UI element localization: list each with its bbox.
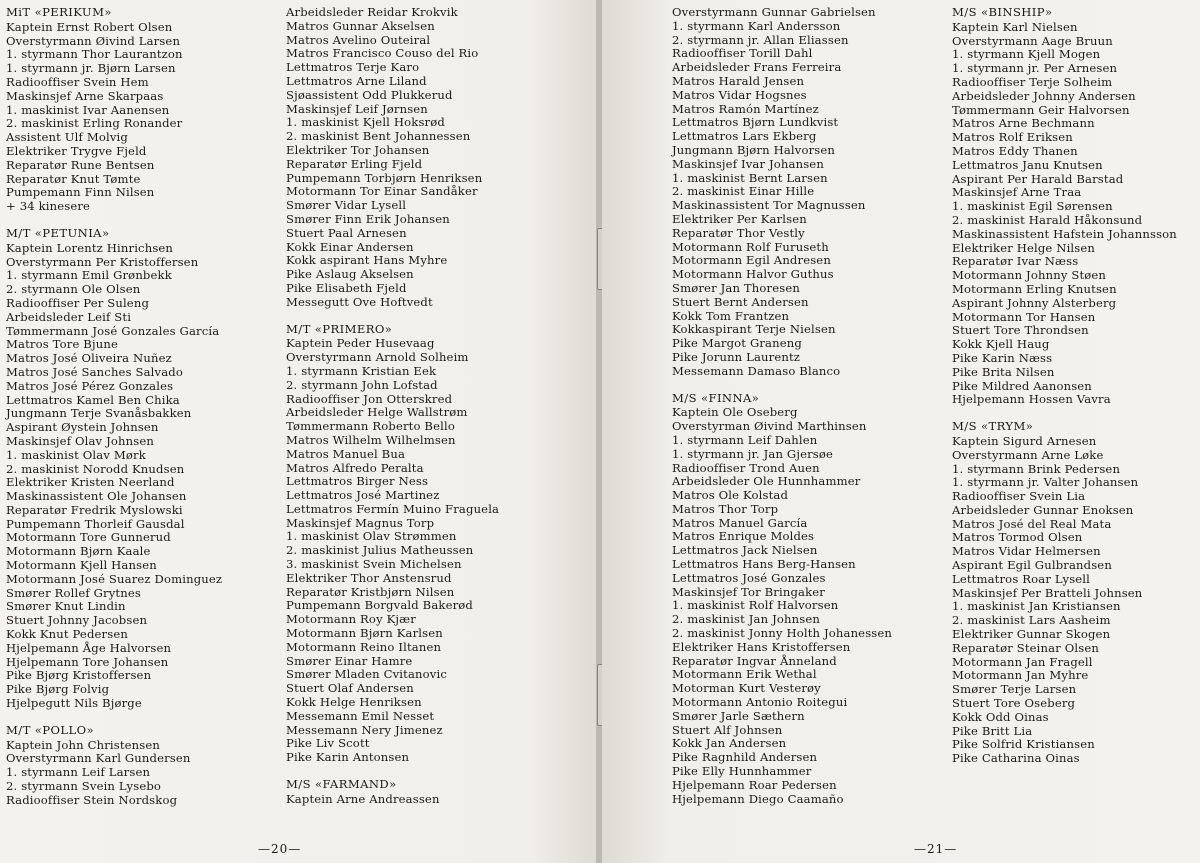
crew-entry: Radiooffiser Per Suleng: [6, 295, 150, 310]
crew-entry: Aspirant Øystein Johnsen: [6, 420, 159, 435]
crew-entry: Smører Rollef Grytnes: [6, 585, 141, 600]
crew-entry: Radiooffiser Terje Solheim: [952, 74, 1113, 89]
crew-entry: Maskinsjef Ivar Johansen: [672, 156, 824, 171]
crew-entry: Aspirant Johnny Alsterberg: [952, 295, 1117, 310]
crew-entry: Stuert Paal Arnesen: [286, 225, 407, 240]
crew-entry: Reparatør Kristbjørn Nilsen: [286, 584, 455, 599]
crew-entry: Lettmatros Fermín Muino Fraguela: [286, 501, 500, 516]
crew-entry: Maskinsjef Leif Jørnsen: [286, 101, 428, 116]
crew-entry: 1. styrmann Leif Larsen: [6, 765, 151, 780]
crew-entry: Matros Thor Torp: [672, 501, 779, 516]
crew-list-block: [672, 392, 962, 807]
crew-entry: Kokk Einar Andersen: [286, 239, 414, 254]
crew-entry: Overstyrmann Gunnar Gabrielsen: [672, 5, 876, 19]
crew-entry: Maskinsjef Olav Johnsen: [6, 433, 154, 448]
crew-entry: Smører Mladen Cvitanovic: [286, 667, 447, 682]
ship-heading: M/S «FINNA»: [672, 390, 760, 405]
crew-entry: Hjelpemann Roar Pedersen: [672, 777, 837, 792]
crew-entry: 1. maskinist Olav Mørk: [6, 447, 146, 462]
crew-entry: Messegutt Ove Hoftvedt: [286, 294, 433, 309]
crew-entry: Motormann Erling Knutsen: [952, 281, 1117, 296]
crew-entry: 1. styrmann Emil Grønbekk: [6, 268, 172, 283]
page-right: [602, 0, 1200, 863]
crew-entry: Maskinsjef Arne Skarpaas: [6, 88, 164, 103]
column: [952, 6, 1200, 779]
crew-entry: Sjøassistent Odd Plukkerud: [286, 87, 453, 102]
crew-entry: Hjelpemann Hossen Vavra: [952, 392, 1111, 407]
crew-entry: 2. maskinist Harald Håkonsund: [952, 212, 1143, 227]
ship-heading: M/S «TRYM»: [952, 419, 1034, 434]
crew-entry: Tømmermann Geir Halvorsen: [952, 102, 1130, 117]
crew-entry: Pike Karin Næss: [952, 350, 1053, 365]
crew-entry: Messemann Emil Nesset: [286, 708, 435, 723]
crew-entry: Lettmatros Arne Liland: [286, 73, 427, 88]
crew-entry: Matros Eddy Thanen: [952, 143, 1078, 158]
crew-entry: Radiooffiser Trond Auen: [672, 460, 820, 475]
crew-entry: Pike Jorunn Laurentz: [672, 349, 801, 364]
crew-entry: Lettmatros Terje Karo: [286, 60, 420, 75]
crew-entry: Radiooffiser Jon Otterskred: [286, 391, 453, 406]
crew-entry: 1. styrmann Kjell Mogen: [952, 47, 1101, 62]
crew-entry: Elektriker Kristen Neerland: [6, 475, 175, 490]
crew-entry: Matros Ramón Martínez: [672, 101, 819, 116]
crew-entry: Arbeidsleder Reidar Krokvik: [286, 5, 458, 19]
crew-list-block: [952, 6, 1200, 407]
crew-entry: Arbeidsleder Ole Hunnhammer: [672, 474, 861, 489]
crew-entry: Hjelpemann Åge Halvorsen: [6, 640, 172, 655]
crew-entry: Kaptein Arne Andreassen: [286, 791, 440, 806]
crew-entry: Matros Francisco Couso del Rio: [286, 46, 479, 61]
crew-entry: Reparatør Knut Tømte: [6, 171, 141, 186]
crew-entry: Radiooffiser Svein Lia: [952, 489, 1086, 504]
crew-entry: Smører Finn Erik Johansen: [286, 211, 450, 226]
crew-entry: Kaptein Sigurd Arnesen: [952, 433, 1097, 448]
crew-entry: 3. maskinist Svein Michelsen: [286, 557, 462, 572]
page-number: —21—: [914, 842, 958, 856]
crew-entry: Stuert Olaf Andersen: [286, 681, 414, 696]
crew-entry: 1. maskinist Jan Kristiansen: [952, 599, 1121, 614]
crew-entry: Elektriker Trygve Fjeld: [6, 143, 147, 158]
crew-entry: Lettmatros Lars Ekberg: [672, 129, 817, 144]
crew-entry: Kokk Helge Henriksen: [286, 695, 422, 710]
crew-entry: Aspirant Egil Gulbrandsen: [952, 558, 1112, 573]
crew-entry: Messemann Damaso Blanco: [672, 363, 841, 378]
crew-list-block: [286, 6, 576, 310]
ship-heading: M/T «PETUNIA»: [6, 225, 110, 240]
crew-entry: Matros Tormod Olsen: [952, 530, 1083, 545]
crew-entry: 2. maskinist Jonny Holth Johanessen: [672, 626, 893, 641]
crew-entry: Elektriker Per Karlsen: [672, 211, 807, 226]
crew-entry: Jungmann Terje Svanåsbakken: [6, 406, 192, 421]
crew-entry: Pike Mildred Aanonsen: [952, 378, 1092, 393]
crew-entry: 1. maskinist Bernt Larsen: [672, 170, 828, 185]
crew-list-block: [286, 778, 576, 807]
crew-entry: Lettmatros Jack Nielsen: [672, 543, 818, 558]
crew-entry: Matros Tore Bjune: [6, 337, 118, 352]
crew-entry: Maskinassistent Ole Johansen: [6, 489, 187, 504]
crew-entry: Pike Karin Antonsen: [286, 750, 410, 765]
crew-entry: Elektriker Thor Anstensrud: [286, 570, 452, 585]
crew-entry: 1. styrmann Thor Laurantzon: [6, 47, 183, 62]
crew-entry: Maskinsjef Tor Bringaker: [672, 584, 825, 599]
crew-entry: Smører Terje Larsen: [952, 682, 1077, 697]
crew-entry: + 34 kinesere: [6, 199, 91, 214]
crew-entry: Matros Harald Jensen: [672, 73, 805, 88]
crew-entry: Radiooffiser Svein Hem: [6, 74, 149, 89]
crew-entry: Kokk Tom Frantzen: [672, 308, 790, 323]
crew-entry: Pike Solfrid Kristiansen: [952, 737, 1095, 752]
crew-entry: Motormann Tore Gunnerud: [6, 530, 171, 545]
crew-entry: 1. styrmann Karl Andersson: [672, 18, 841, 33]
ship-heading: MiT «PERIKUM»: [6, 5, 112, 19]
crew-entry: Matros José Sanches Salvado: [6, 364, 183, 379]
crew-entry: Pumpemann Finn Nilsen: [6, 185, 155, 200]
crew-entry: Matros Arne Bechmann: [952, 116, 1095, 131]
crew-list-block: [6, 724, 296, 808]
crew-entry: Motormann Jan Fragell: [952, 654, 1093, 669]
crew-entry: Kokk Jan Andersen: [672, 736, 787, 751]
crew-entry: 2. maskinist Bent Johannessen: [286, 129, 471, 144]
crew-entry: Motormann Tor Hansen: [952, 309, 1096, 324]
crew-entry: Motormann Bjørn Karlsen: [286, 626, 443, 641]
crew-entry: Stuert Alf Johnsen: [672, 722, 783, 737]
crew-entry: 2. maskinist Lars Aasheim: [952, 613, 1111, 628]
crew-entry: Arbeidsleder Helge Wallstrøm: [286, 405, 468, 420]
crew-entry: Motormann Antonio Roitegui: [672, 695, 848, 710]
crew-entry: Lettmatros Bjørn Lundkvist: [672, 115, 839, 130]
crew-entry: Radiooffiser Stein Nordskog: [6, 792, 178, 807]
crew-entry: Lettmatros Hans Berg-Hansen: [672, 557, 856, 572]
crew-entry: Elektriker Helge Nilsen: [952, 240, 1096, 255]
crew-list-block: [286, 323, 576, 766]
crew-entry: Matros Manuel Bua: [286, 446, 406, 461]
crew-entry: Jungmann Bjørn Halvorsen: [672, 142, 835, 157]
crew-entry: 1. maskinist Rolf Halvorsen: [672, 598, 839, 613]
ship-heading: M/T «PRIMERO»: [286, 321, 393, 336]
crew-entry: Matros Enrique Moldes: [672, 529, 815, 544]
crew-entry: Stuert Tore Oseberg: [952, 696, 1076, 711]
crew-entry: Elektriker Hans Kristoffersen: [672, 639, 851, 654]
crew-entry: 1. maskinist Egil Sørensen: [952, 199, 1113, 214]
crew-entry: Overstyrmann Karl Gundersen: [6, 751, 191, 766]
crew-entry: Pike Margot Graneng: [672, 336, 802, 351]
crew-list-block: [6, 227, 296, 711]
crew-entry: Arbeidsleder Johnny Andersen: [952, 88, 1136, 103]
crew-entry: Matros José Pérez Gonzales: [6, 378, 174, 393]
crew-entry: Arbeidsleder Gunnar Enoksen: [952, 502, 1134, 517]
crew-entry: Pike Elisabeth Fjeld: [286, 280, 407, 295]
crew-entry: Matros Vidar Helmersen: [952, 544, 1101, 559]
crew-entry: Matros Vidar Hogsnes: [672, 87, 807, 102]
crew-entry: 2. styrmann Svein Lysebo: [6, 779, 162, 794]
crew-entry: Hjelpegutt Nils Bjørge: [6, 696, 142, 711]
column: [286, 6, 576, 820]
crew-entry: Lettmatros Roar Lysell: [952, 571, 1091, 586]
crew-entry: Reparatør Thor Vestly: [672, 225, 805, 240]
crew-list-block: [952, 420, 1200, 766]
crew-entry: Hjelpemann Diego Caamaño: [672, 791, 844, 806]
crew-entry: Motormann Egil Andresen: [672, 253, 831, 268]
crew-entry: Maskinsjef Per Bratteli Johnsen: [952, 585, 1143, 600]
crew-entry: Matros Wilhelm Wilhelmsen: [286, 432, 456, 447]
crew-entry: Kokk Knut Pedersen: [6, 627, 128, 642]
crew-entry: Matros Ole Kolstad: [672, 488, 789, 503]
ship-heading: M/S «BINSHIP»: [952, 5, 1053, 19]
crew-entry: 2. styrmann jr. Allan Eliassen: [672, 32, 849, 47]
crew-entry: Matros Alfredo Peralta: [286, 460, 424, 475]
crew-entry: Lettmatros José Martinez: [286, 488, 440, 503]
crew-entry: 1. maskinist Ivar Aanensen: [6, 102, 170, 117]
crew-entry: Overstyrman Øivind Marthinsen: [672, 419, 867, 434]
crew-entry: Kaptein Peder Husevaag: [286, 336, 435, 351]
crew-entry: Reparatør Steinar Olsen: [952, 640, 1099, 655]
crew-entry: Lettmatros Kamel Ben Chika: [6, 392, 180, 407]
crew-entry: Hjelpemann Tore Johansen: [6, 654, 169, 669]
crew-entry: Maskinassistent Hafstein Johannsson: [952, 226, 1177, 241]
crew-entry: Pumpemann Thorleif Gausdal: [6, 516, 185, 531]
crew-entry: Matros José Oliveira Nuñez: [6, 351, 172, 366]
crew-entry: Pike Liv Scott: [286, 736, 370, 751]
crew-entry: Motormann Erik Wethal: [672, 667, 817, 682]
crew-entry: 1. styrmann jr. Bjørn Larsen: [6, 61, 176, 76]
crew-entry: Kokkaspirant Terje Nielsen: [672, 322, 836, 337]
crew-entry: 2. maskinist Jan Johnsen: [672, 612, 820, 627]
crew-entry: 1. maskinist Kjell Hoksrød: [286, 115, 445, 130]
crew-entry: 1. styrmann Kristian Eek: [286, 363, 437, 378]
crew-entry: Pike Aslaug Akselsen: [286, 267, 414, 282]
crew-entry: Reparatør Fredrik Myslowski: [6, 502, 183, 517]
crew-entry: 2. styrmann John Lofstad: [286, 377, 438, 392]
crew-entry: Stuert Bernt Andersen: [672, 294, 809, 309]
crew-entry: Overstyrmann Aage Bruun: [952, 33, 1113, 48]
crew-entry: Lettmatros José Gonzales: [672, 570, 826, 585]
crew-entry: Kokk aspirant Hans Myhre: [286, 253, 448, 268]
crew-entry: Tømmermann Roberto Bello: [286, 419, 455, 434]
crew-entry: Pike Bjørg Folvig: [6, 682, 110, 697]
crew-entry: Maskinassistent Tor Magnussen: [672, 198, 866, 213]
crew-entry: Pike Ragnhild Andersen: [672, 750, 818, 765]
crew-entry: Matros José del Real Mata: [952, 516, 1112, 531]
crew-entry: Pumpemann Borgvald Bakerød: [286, 598, 473, 613]
page-left: [0, 0, 598, 863]
crew-entry: Radiooffiser Torill Dahl: [672, 46, 813, 61]
crew-entry: Maskinsjef Magnus Torp: [286, 515, 435, 530]
crew-entry: Motormann Tor Einar Sandåker: [286, 184, 478, 199]
crew-entry: Assistent Ulf Molvig: [6, 130, 128, 145]
crew-entry: Matros Gunnar Akselsen: [286, 18, 435, 33]
crew-entry: 2. maskinist Julius Matheussen: [286, 543, 474, 558]
crew-entry: 2. maskinist Erling Ronander: [6, 116, 183, 131]
crew-entry: Motormann José Suarez Dominguez: [6, 571, 223, 586]
crew-entry: Arbeidsleder Leif Sti: [6, 309, 132, 324]
crew-entry: Matros Avelino Outeiral: [286, 32, 431, 47]
crew-entry: Elektriker Gunnar Skogen: [952, 627, 1111, 642]
crew-entry: Tømmermann José Gonzales García: [6, 323, 220, 338]
crew-list-block: [672, 6, 962, 379]
crew-entry: 1. styrmann jr. Per Arnesen: [952, 61, 1118, 76]
crew-entry: Smører Jan Thoresen: [672, 280, 800, 295]
page-number: —20—: [258, 842, 302, 856]
crew-entry: Arbeidsleder Frans Ferreira: [672, 60, 842, 75]
column: [6, 6, 296, 821]
crew-entry: Motormann Halvor Guthus: [672, 267, 834, 282]
crew-entry: Kokk Odd Oinas: [952, 709, 1049, 724]
crew-entry: 1. styrmann jr. Valter Johansen: [952, 475, 1139, 490]
crew-entry: Motorman Kurt Vesterøy: [672, 681, 821, 696]
crew-entry: Motormann Jan Myhre: [952, 668, 1089, 683]
crew-entry: Pike Catharina Oinas: [952, 751, 1080, 766]
crew-entry: Smører Knut Lindin: [6, 599, 126, 614]
crew-entry: Pike Britt Lia: [952, 723, 1033, 738]
crew-entry: Overstyrmann Øivind Larsen: [6, 33, 181, 48]
crew-entry: Kokk Kjell Haug: [952, 337, 1050, 352]
crew-entry: Kaptein Ernst Robert Olsen: [6, 19, 173, 34]
crew-entry: Motormann Rolf Furuseth: [672, 239, 829, 254]
crew-entry: 1. styrmann jr. Jan Gjersøe: [672, 446, 834, 461]
crew-entry: Messemann Nery Jimenez: [286, 722, 443, 737]
crew-entry: Motormann Bjørn Kaale: [6, 544, 151, 559]
crew-entry: Pike Elly Hunnhammer: [672, 764, 812, 779]
crew-entry: Motormann Reino Iltanen: [286, 639, 442, 654]
crew-entry: Lettmatros Birger Ness: [286, 474, 429, 489]
crew-entry: 2. maskinist Norodd Knudsen: [6, 461, 185, 476]
ship-heading: M/T «POLLO»: [6, 722, 94, 737]
crew-entry: Kaptein Karl Nielsen: [952, 19, 1078, 34]
crew-entry: Reparatør Erling Fjeld: [286, 156, 423, 171]
column: [672, 6, 962, 819]
crew-entry: Motormann Roy Kjær: [286, 612, 416, 627]
crew-entry: Overstyrmann Arne Løke: [952, 447, 1104, 462]
crew-entry: Pike Brita Nilsen: [952, 364, 1055, 379]
crew-entry: 1. maskinist Olav Strømmen: [286, 529, 457, 544]
crew-entry: Kaptein John Christensen: [6, 737, 161, 752]
crew-entry: Smører Jarle Sæthern: [672, 708, 805, 723]
crew-entry: Motormann Kjell Hansen: [6, 558, 157, 573]
crew-entry: Pike Bjørg Kristoffersen: [6, 668, 152, 683]
crew-entry: Aspirant Per Harald Barstad: [952, 171, 1124, 186]
crew-entry: Matros Rolf Eriksen: [952, 130, 1073, 145]
crew-entry: Maskinsjef Arne Traa: [952, 185, 1082, 200]
crew-entry: Stuert Tore Throndsen: [952, 323, 1089, 338]
crew-entry: Kaptein Ole Oseberg: [672, 405, 798, 420]
crew-entry: Reparatør Ivar Næss: [952, 254, 1079, 269]
crew-entry: Pumpemann Torbjørn Henriksen: [286, 170, 483, 185]
crew-entry: Lettmatros Janu Knutsen: [952, 157, 1103, 172]
crew-entry: Smører Einar Hamre: [286, 653, 413, 668]
crew-list-block: [6, 6, 296, 214]
crew-entry: Motormann Johnny Støen: [952, 268, 1107, 283]
crew-entry: Reparatør Rune Bentsen: [6, 157, 155, 172]
crew-entry: 2. maskinist Einar Hille: [672, 184, 815, 199]
crew-entry: Overstyrmann Per Kristoffersen: [6, 254, 199, 269]
crew-entry: Smører Vidar Lysell: [286, 198, 407, 213]
crew-entry: Reparatør Ingvar Ånneland: [672, 653, 837, 668]
crew-entry: Stuert Johnny Jacobsen: [6, 613, 148, 628]
crew-entry: Overstyrmann Arnold Solheim: [286, 350, 469, 365]
crew-entry: Matros Manuel García: [672, 515, 808, 530]
crew-entry: Elektriker Tor Johansen: [286, 142, 430, 157]
crew-entry: 1. styrmann Brink Pedersen: [952, 461, 1121, 476]
crew-entry: Kaptein Lorentz Hinrichsen: [6, 240, 174, 255]
ship-heading: M/S «FARMAND»: [286, 777, 397, 792]
crew-entry: 1. styrmann Leif Dahlen: [672, 432, 818, 447]
crew-entry: 2. styrmann Ole Olsen: [6, 282, 141, 297]
